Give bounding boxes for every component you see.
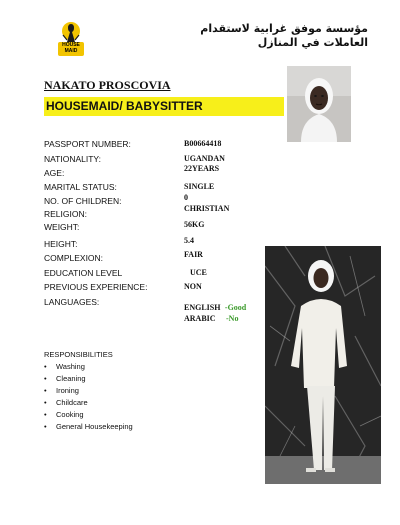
education-value: UCE xyxy=(190,267,207,277)
responsibility-item: • Ironing xyxy=(44,385,133,397)
children-value: 0 xyxy=(184,193,188,202)
portrait-photo xyxy=(287,66,351,142)
complexion-label: COMPLEXION: xyxy=(44,253,104,263)
experience-value: NON xyxy=(184,282,202,291)
languages-label: LANGUAGES: xyxy=(44,296,100,307)
candidate-role: HOUSEMAID/ BABYSITTER xyxy=(44,97,284,116)
weight-label: WEIGHT: xyxy=(44,221,80,232)
languages-list xyxy=(184,297,294,323)
detail-row-religion xyxy=(44,204,284,222)
language-arabic xyxy=(184,308,294,323)
detail-row-age xyxy=(44,164,284,182)
marital-value: SINGLE xyxy=(184,181,215,191)
marital-label: MARITAL STATUS: xyxy=(44,181,117,192)
candidate-details xyxy=(44,139,284,321)
detail-row-education xyxy=(44,268,284,283)
height-value: 5.4 xyxy=(184,235,194,245)
detail-row-passport xyxy=(44,139,284,154)
responsibility-item: • Childcare xyxy=(44,397,133,409)
detail-row-weight xyxy=(44,219,284,239)
education-label: EDUCATION LEVEL xyxy=(44,267,123,278)
arabic-company-title: مؤسسة موفق غرابية لاستقدام العاملات في المنازل xyxy=(200,22,368,49)
passport-label: PASSPORT NUMBER: xyxy=(44,139,131,149)
language-arabic-level: -No xyxy=(226,313,239,323)
language-english xyxy=(184,297,294,312)
experience-label: PREVIOUS EXPERIENCE: xyxy=(44,282,148,292)
responsibilities-title: RESPONSIBILITIES xyxy=(44,350,113,359)
weight-value: 56KG xyxy=(184,219,205,229)
nationality-value: UGANDAN xyxy=(184,153,225,163)
height-label: HEIGHT: xyxy=(44,238,78,249)
passport-value: B00664418 xyxy=(184,139,222,148)
detail-row-height xyxy=(44,235,284,254)
candidate-name: NAKATO PROSCOVIA xyxy=(44,78,171,92)
religion-value: CHRISTIAN xyxy=(184,204,230,213)
responsibility-item: • General Housekeeping xyxy=(44,421,133,433)
responsibility-item: • Washing xyxy=(44,361,133,373)
complexion-value: FAIR xyxy=(184,250,203,259)
detail-row-experience xyxy=(44,282,284,297)
language-english-level: -Good xyxy=(224,302,247,312)
logo-text: HOUSE MAID xyxy=(62,42,80,54)
responsibilities-list xyxy=(44,361,133,433)
religion-label: RELIGION: xyxy=(44,209,87,219)
age-label: AGE: xyxy=(44,167,65,178)
detail-row-complexion xyxy=(44,250,284,268)
responsibility-item: • Cooking xyxy=(44,409,133,421)
detail-row-marital xyxy=(44,182,284,197)
age-value: 22YEARS xyxy=(184,163,220,173)
nationality-label: NATIONALITY: xyxy=(44,153,101,164)
detail-row-children xyxy=(44,193,284,207)
detail-row-languages xyxy=(44,297,284,321)
language-english-name: ENGLISH xyxy=(184,302,221,312)
responsibility-item: • Cleaning xyxy=(44,373,133,385)
children-label: NO. OF CHILDREN: xyxy=(44,196,122,206)
language-arabic-name: ARABIC xyxy=(184,313,216,323)
detail-row-nationality xyxy=(44,154,284,164)
